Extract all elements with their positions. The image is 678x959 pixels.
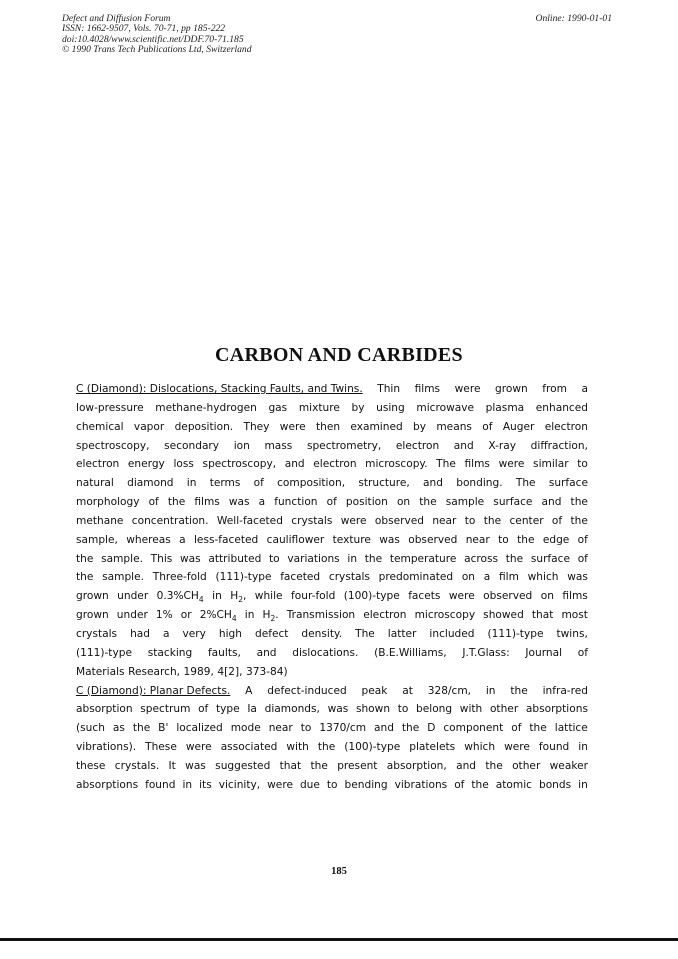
journal-name: Defect and Diffusion Forum (62, 13, 171, 24)
word: localized (176, 722, 223, 735)
word: This (150, 552, 173, 565)
word: four-fold (291, 590, 336, 603)
text-line (76, 418, 588, 437)
word: mass (264, 439, 293, 452)
word: vibrations (394, 778, 448, 791)
word: electron (76, 458, 120, 471)
word: They (243, 420, 270, 433)
word: in (244, 609, 255, 622)
word: weaker (549, 759, 588, 772)
word: were (454, 383, 481, 395)
word: natural (76, 477, 114, 490)
text-line (76, 719, 588, 738)
word: the (570, 514, 588, 527)
word: 1370/cm (319, 722, 367, 735)
word: Three-fold (152, 571, 207, 584)
word: from (542, 383, 567, 395)
word: across (464, 552, 499, 565)
word: peak (361, 684, 388, 697)
word: were (498, 458, 525, 471)
word: high (218, 627, 242, 640)
word: These (145, 741, 177, 754)
word: the (505, 552, 524, 565)
word: present (337, 759, 378, 772)
word: 328/cm, (427, 684, 472, 697)
word: shown (355, 703, 391, 716)
word: with (459, 703, 483, 716)
word: of (511, 722, 522, 735)
word: absorption, (386, 759, 447, 772)
word: in (347, 552, 358, 565)
word: faults, (207, 646, 241, 659)
word: methane-hydrogen (155, 401, 257, 414)
word: grown (76, 590, 109, 603)
word: observed (374, 514, 424, 527)
word: bending (344, 778, 388, 791)
word: on (540, 590, 554, 603)
word: less-faceted (193, 533, 259, 546)
online-date: Online: 1990-01-01 (535, 13, 612, 24)
text-line (76, 568, 588, 587)
word: was (327, 703, 349, 716)
word: near (268, 722, 293, 735)
word: were (448, 590, 475, 603)
word: was (185, 759, 206, 772)
word: to (397, 703, 409, 716)
word: of (577, 646, 588, 659)
word: spectrum (140, 703, 191, 716)
text-line (76, 474, 588, 493)
word: a (258, 496, 266, 509)
word: were (279, 420, 306, 433)
text-line (76, 644, 588, 663)
word: of (198, 703, 209, 716)
word: other (512, 759, 541, 772)
word: latter (387, 627, 417, 640)
word: to (300, 722, 312, 735)
word: films (562, 590, 588, 603)
word: in (186, 477, 197, 490)
word: vapor (133, 420, 165, 433)
word: found (538, 741, 570, 754)
word: the (510, 684, 528, 697)
word: of (326, 496, 337, 509)
word: that (279, 759, 302, 772)
word: due (299, 778, 320, 791)
word: bonds (538, 778, 572, 791)
word: films (194, 496, 220, 509)
word: gas (268, 401, 288, 414)
word: Thin (377, 383, 401, 395)
issn-line: ISSN: 1662-9507, Vols. 70-71, pp 185-222 (62, 23, 226, 35)
word: sample. (101, 552, 143, 565)
word: enhanced (535, 401, 588, 414)
section-heading: C (Diamond): Dislocations, Stacking Faults, and Twins. (76, 383, 363, 395)
word: the (317, 741, 336, 754)
word: absorptions (525, 703, 588, 716)
word: faceted (280, 571, 321, 584)
word: near (465, 533, 490, 546)
word: in (485, 684, 496, 697)
word: methane (76, 514, 124, 527)
word: 4[2], (217, 665, 243, 678)
word: showed (483, 609, 524, 622)
text-line (76, 493, 588, 512)
word: center (509, 514, 544, 527)
word: observed (408, 533, 458, 546)
word: a (179, 533, 186, 546)
text-line (76, 531, 588, 550)
word: were (267, 778, 293, 791)
word: sample, (76, 533, 118, 546)
word: concentration. (131, 514, 209, 527)
word: position (345, 496, 388, 509)
word: temperature (389, 552, 457, 565)
copyright-line: © 1990 Trans Tech Publications Ltd, Switzerland (62, 44, 252, 56)
word: sample. (102, 571, 144, 584)
word: and (423, 477, 443, 490)
word: and (284, 458, 305, 471)
word: chemical (76, 420, 124, 433)
word: in (212, 590, 222, 603)
word: at (402, 684, 413, 697)
word: composition, (277, 477, 346, 490)
word: electron (313, 458, 357, 471)
text-line (76, 380, 588, 399)
word: predominated (378, 571, 454, 584)
word: $0.3\%CH_4$ (156, 590, 204, 605)
word: the (471, 778, 489, 791)
word: platelets (409, 741, 456, 754)
word: as (112, 722, 125, 735)
word: film (498, 571, 519, 584)
word: infra-red (542, 684, 588, 697)
word: examined (350, 420, 403, 433)
word: The (355, 627, 375, 640)
word: by (413, 420, 427, 433)
word: were (185, 741, 212, 754)
word: dislocations. (292, 646, 359, 659)
word: $2\%CH_4$ (199, 609, 237, 624)
word: observed (483, 590, 533, 603)
word: the (310, 759, 328, 772)
word: (111)-type (487, 627, 544, 640)
word: diamond (127, 477, 174, 490)
word: type (215, 703, 240, 716)
word: The (515, 477, 536, 490)
word: a (581, 383, 588, 395)
word: using (376, 401, 405, 414)
word: attributed (208, 552, 262, 565)
word: to (269, 552, 280, 565)
word: morphology (76, 496, 140, 509)
word: variations (287, 552, 340, 565)
word: texture (332, 533, 371, 546)
word: the (76, 571, 94, 584)
text-line (76, 700, 588, 719)
citation-header (62, 14, 612, 56)
word: microscopy. (365, 458, 428, 471)
word: Research, (128, 665, 181, 678)
word: (such (76, 722, 105, 735)
word: of (577, 533, 588, 546)
word: (100)-type (344, 741, 401, 754)
word: of (577, 552, 588, 565)
word: lattice (554, 722, 588, 735)
word: grown (76, 609, 109, 622)
word: to (464, 514, 476, 527)
word: crystals (291, 514, 333, 527)
text-line (76, 776, 588, 795)
word: was (567, 571, 588, 584)
word: the (485, 759, 503, 772)
word: the (167, 496, 186, 509)
word: means (436, 420, 472, 433)
word: on (461, 571, 476, 584)
word: a (483, 571, 491, 584)
text-line (76, 682, 588, 701)
word: was (180, 552, 201, 565)
word: had (130, 627, 150, 640)
word: defect-induced (267, 684, 347, 697)
word: cauliflower (266, 533, 325, 546)
word: was (228, 496, 250, 509)
word: other (489, 703, 519, 716)
word: of (253, 477, 264, 490)
word: under (117, 590, 149, 603)
word: included (429, 627, 475, 640)
word: its (199, 778, 212, 791)
word: and (541, 496, 562, 509)
word: near (432, 514, 457, 527)
word: diffraction, (530, 439, 588, 452)
text-line (76, 738, 588, 757)
word: then (315, 420, 341, 433)
text-line (76, 757, 588, 776)
word: was (379, 533, 400, 546)
word: associated (220, 741, 278, 754)
word: Transmission (286, 609, 356, 622)
word: mixture (298, 401, 340, 414)
word: the (364, 552, 383, 565)
word: surface (530, 552, 570, 565)
word: surface (493, 496, 533, 509)
word: belong (416, 703, 453, 716)
word: and (456, 759, 477, 772)
word: of (551, 514, 563, 527)
word: D (427, 722, 436, 735)
word: these (76, 759, 106, 772)
word: microwave (416, 401, 475, 414)
word: which (527, 571, 559, 584)
word: bonding. (456, 477, 503, 490)
word: (111)-type (76, 646, 132, 659)
doi-line: doi:10.4028/www.scientific.net/DDF.70-71.185 (62, 33, 244, 45)
word: and (256, 646, 277, 659)
text-line (76, 550, 588, 569)
word: Well-faceted (216, 514, 283, 527)
word: function (274, 496, 318, 509)
word: It (168, 759, 176, 772)
word: the (517, 533, 535, 546)
word: spectroscopy, (202, 458, 277, 471)
word: X-ray (488, 439, 517, 452)
word: by (351, 401, 365, 414)
word: atomic (495, 778, 532, 791)
word: that (531, 609, 554, 622)
word: which (464, 741, 496, 754)
word: plasma (485, 401, 525, 414)
word: crystals. (114, 759, 160, 772)
word: in (578, 741, 588, 754)
text-line (76, 587, 588, 606)
word: similar (533, 458, 569, 471)
word: defect (254, 627, 289, 640)
text-line (76, 512, 588, 531)
word: 1989, (183, 665, 214, 678)
bottom-rule (0, 938, 678, 941)
word: electron (363, 609, 407, 622)
word: of (454, 778, 465, 791)
word: the (570, 496, 588, 509)
word: loss (173, 458, 194, 471)
word: were (340, 514, 367, 527)
word: to (498, 533, 509, 546)
word: Journal (525, 646, 563, 659)
word: the (419, 496, 437, 509)
word: ion (233, 439, 250, 452)
word: of (148, 496, 159, 509)
word: spectrometry, (306, 439, 382, 452)
word: most (561, 609, 588, 622)
word: twins, (556, 627, 588, 640)
word: the (529, 722, 547, 735)
word: edge (542, 533, 570, 546)
word: low-pressure (76, 401, 144, 414)
word: with (286, 741, 309, 754)
word: diamonds, (264, 703, 320, 716)
page-title: CARBON AND CARBIDES (215, 344, 463, 366)
word: $H_2$. (262, 609, 279, 624)
word: the (132, 722, 151, 735)
word: to (326, 778, 338, 791)
word: secondary (164, 439, 220, 452)
word: crystals (328, 571, 370, 584)
word: structure, (358, 477, 410, 490)
word: 373-84) (245, 665, 288, 678)
word: the (483, 514, 502, 527)
word: and (373, 722, 394, 735)
word: terms (209, 477, 241, 490)
word: under (116, 609, 148, 622)
word: Auger (502, 420, 535, 433)
word: were (504, 741, 530, 754)
word: J.T.Glass: (462, 646, 510, 659)
word: sample (445, 496, 485, 509)
word: the (76, 552, 94, 565)
word: and (453, 439, 474, 452)
section-heading: C (Diamond): Planar Defects. (76, 684, 231, 697)
word: on (396, 496, 411, 509)
body-text (76, 380, 588, 795)
word: B' (158, 722, 169, 735)
word: (100)-type (343, 590, 400, 603)
word: in (182, 778, 193, 791)
text-line (76, 625, 588, 644)
word: stacking (147, 646, 193, 659)
word: found (145, 778, 176, 791)
word: Materials (76, 665, 125, 678)
word: deposition. (174, 420, 234, 433)
word: (B.E.Williams, (374, 646, 447, 659)
word: in (578, 778, 588, 791)
word: component (443, 722, 504, 735)
word: suggested (215, 759, 271, 772)
word: Ia (247, 703, 257, 716)
text-line (76, 663, 588, 682)
word: electron (544, 420, 588, 433)
word: while (254, 590, 283, 603)
word: of (482, 420, 493, 433)
text-line (76, 606, 588, 625)
page-number: 185 (331, 866, 347, 877)
text-line (76, 399, 588, 418)
word: or (180, 609, 192, 622)
word: grown (495, 383, 528, 395)
word: films (414, 383, 441, 395)
word: density. (301, 627, 343, 640)
word: microscopy (414, 609, 476, 622)
word: $H_2$, (230, 590, 247, 605)
word: electron (395, 439, 440, 452)
word: (111)-type (215, 571, 272, 584)
word: energy (127, 458, 165, 471)
word: mode (230, 722, 261, 735)
word: absorptions (76, 778, 139, 791)
word: to (577, 458, 588, 471)
word: 1% (155, 609, 173, 622)
word: crystals (76, 627, 118, 640)
text-line (76, 455, 588, 474)
word: the (401, 722, 420, 735)
text-line (76, 437, 588, 456)
word: surface (548, 477, 588, 490)
word: vibrations). (76, 741, 137, 754)
word: whereas (126, 533, 171, 546)
word: spectroscopy, (76, 439, 150, 452)
word: The (436, 458, 456, 471)
word: absorption (76, 703, 133, 716)
word: a (162, 627, 170, 640)
word: A (245, 684, 253, 697)
word: facets (408, 590, 441, 603)
word: vicinity, (218, 778, 261, 791)
word: films (464, 458, 490, 471)
word: very (182, 627, 206, 640)
